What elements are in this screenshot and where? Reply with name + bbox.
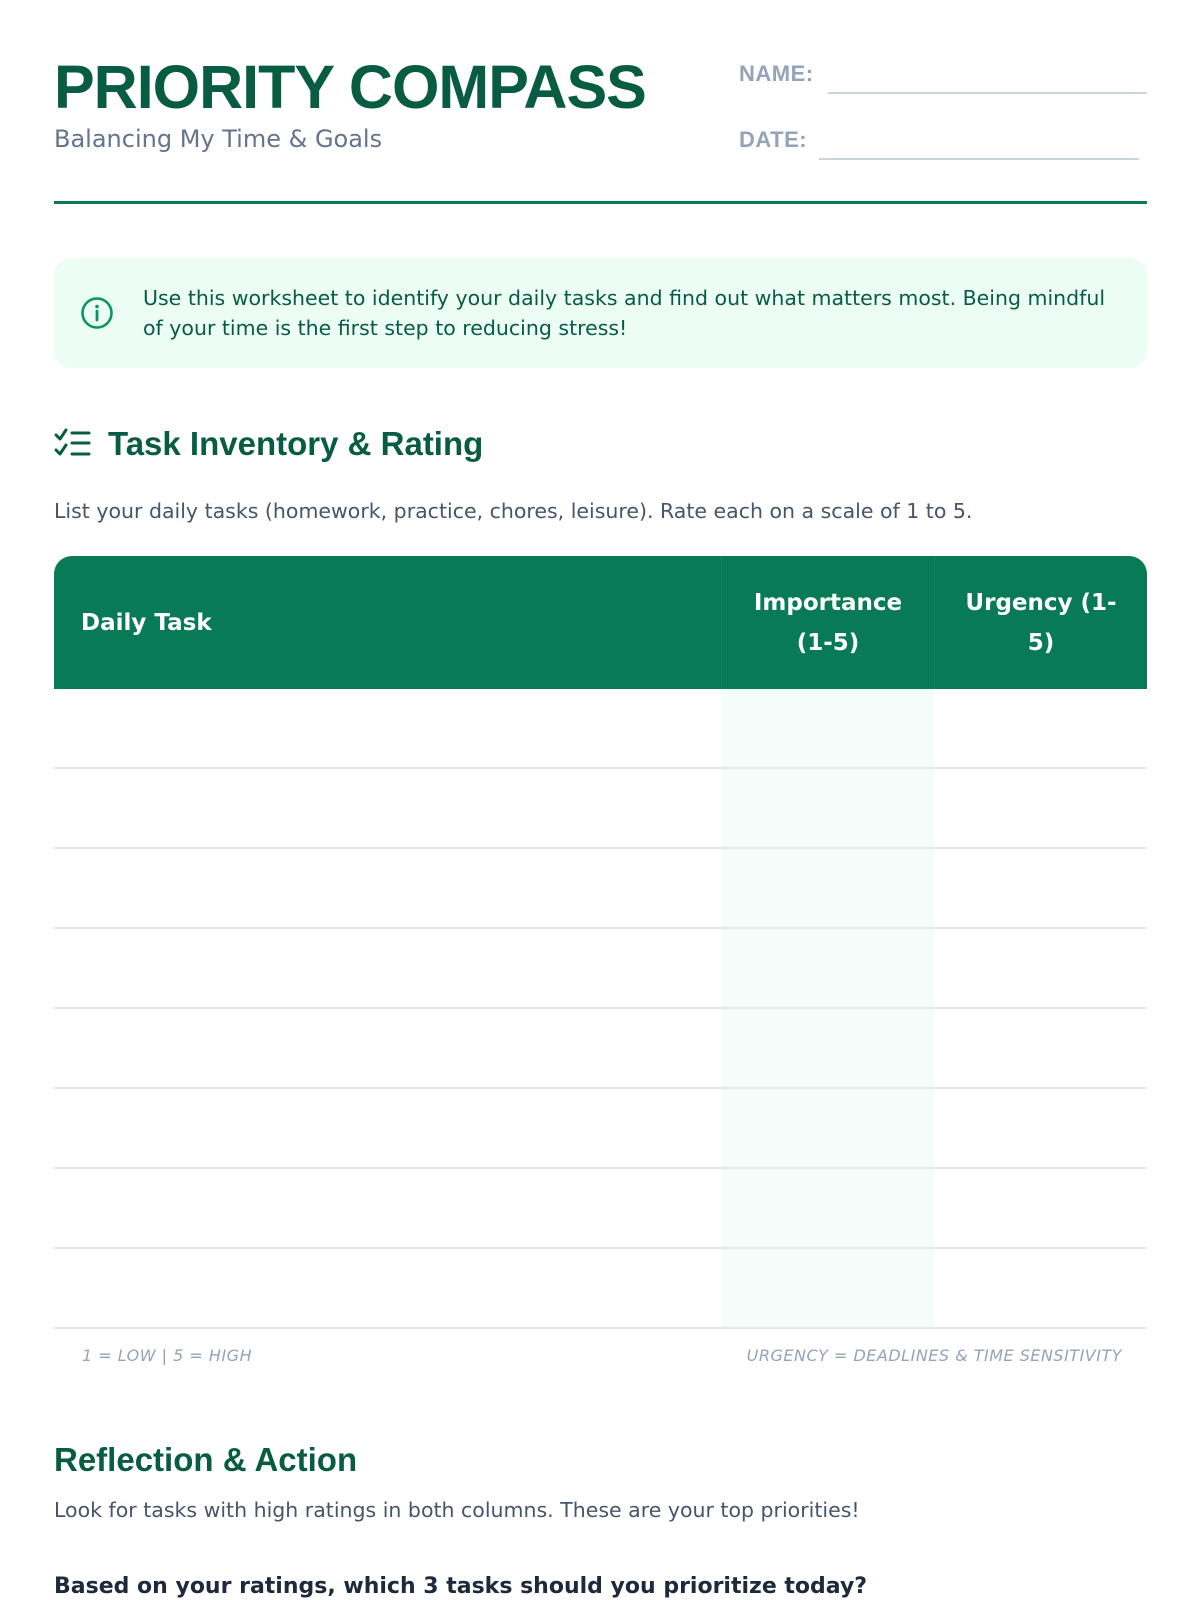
info-text: Use this worksheet to identify your daily tasks and find out what matters most. Being mindful of your time is the first step to reducing stress! bbox=[143, 286, 1106, 340]
task-cell[interactable] bbox=[54, 1009, 721, 1087]
checklist-icon bbox=[54, 427, 92, 461]
column-header-urgency-label: Urgency (1-5) bbox=[965, 589, 1117, 656]
importance-cell[interactable] bbox=[721, 1009, 934, 1087]
page-subtitle: Balancing My Time & Goals bbox=[54, 125, 383, 153]
reflection-section-title: Reflection & Action bbox=[54, 1441, 358, 1478]
table-row bbox=[54, 689, 1147, 769]
urgency-cell[interactable] bbox=[934, 929, 1147, 1007]
info-callout bbox=[54, 258, 1147, 368]
task-section-heading bbox=[54, 425, 483, 463]
task-table bbox=[54, 556, 1147, 1329]
task-section-title: Task Inventory & Rating bbox=[108, 425, 484, 462]
date-field[interactable] bbox=[819, 158, 1139, 160]
urgency-cell[interactable] bbox=[934, 1089, 1147, 1167]
page-title: PRIORITY COMPASS bbox=[54, 53, 646, 121]
column-header-urgency bbox=[934, 556, 1147, 689]
reflection-section-heading bbox=[54, 1441, 357, 1479]
column-header-importance-label: Importance (1-5) bbox=[753, 589, 903, 656]
table-header bbox=[54, 556, 1147, 689]
table-row bbox=[54, 929, 1147, 1009]
table-body bbox=[54, 689, 1147, 1329]
urgency-cell[interactable] bbox=[934, 1169, 1147, 1247]
table-row bbox=[54, 849, 1147, 929]
name-field[interactable] bbox=[828, 92, 1147, 94]
importance-cell[interactable] bbox=[721, 1169, 934, 1247]
task-cell[interactable] bbox=[54, 929, 721, 1007]
date-label: DATE: bbox=[739, 127, 808, 152]
importance-cell[interactable] bbox=[721, 929, 934, 1007]
importance-cell[interactable] bbox=[721, 1089, 934, 1167]
importance-cell[interactable] bbox=[721, 1249, 934, 1327]
importance-cell[interactable] bbox=[721, 689, 934, 767]
column-header-importance bbox=[721, 556, 934, 689]
table-row bbox=[54, 1009, 1147, 1089]
name-label: NAME: bbox=[739, 61, 814, 86]
table-row bbox=[54, 1169, 1147, 1249]
importance-cell[interactable] bbox=[721, 769, 934, 847]
task-section-description: List your daily tasks (homework, practice, chores, leisure). Rate each on a scale of 1 to 5. bbox=[54, 499, 973, 523]
task-cell[interactable] bbox=[54, 1249, 721, 1327]
table-row bbox=[54, 1089, 1147, 1169]
worksheet-page bbox=[54, 0, 1147, 1600]
task-cell[interactable] bbox=[54, 689, 721, 767]
worksheet-header bbox=[54, 0, 1147, 204]
urgency-cell[interactable] bbox=[934, 689, 1147, 767]
rating-scale-note: 1 = LOW | 5 = HIGH bbox=[82, 1346, 253, 1365]
priority-question: Based on your ratings, which 3 tasks should you prioritize today? bbox=[54, 1574, 868, 1599]
urgency-cell[interactable] bbox=[934, 1249, 1147, 1327]
task-cell[interactable] bbox=[54, 849, 721, 927]
urgency-cell[interactable] bbox=[934, 1009, 1147, 1087]
task-cell[interactable] bbox=[54, 1089, 721, 1167]
table-row bbox=[54, 1249, 1147, 1329]
column-header-task: Daily Task bbox=[81, 609, 212, 636]
urgency-cell[interactable] bbox=[934, 849, 1147, 927]
info-circle-icon bbox=[80, 296, 114, 330]
reflection-description: Look for tasks with high ratings in both columns. These are your top priorities! bbox=[54, 1498, 860, 1522]
task-cell[interactable] bbox=[54, 1169, 721, 1247]
importance-cell[interactable] bbox=[721, 849, 934, 927]
task-cell[interactable] bbox=[54, 769, 721, 847]
table-row bbox=[54, 769, 1147, 849]
urgency-definition-note: URGENCY = DEADLINES & TIME SENSITIVITY bbox=[746, 1346, 1122, 1365]
urgency-cell[interactable] bbox=[934, 769, 1147, 847]
